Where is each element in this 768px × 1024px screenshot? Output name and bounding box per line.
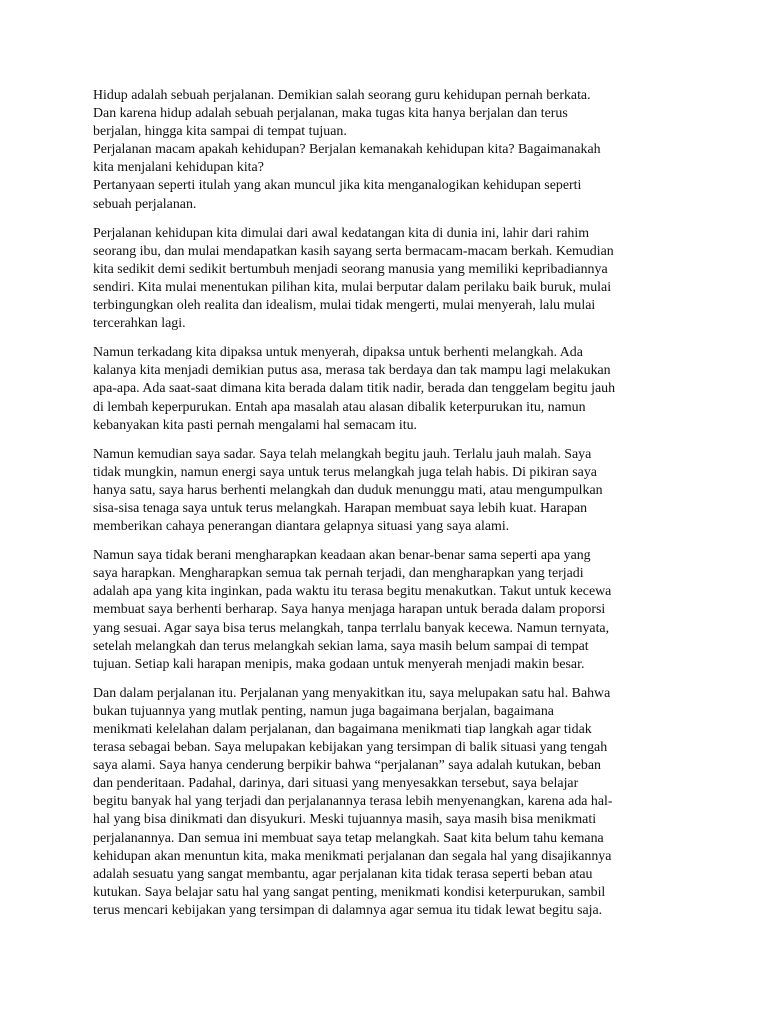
text-line: kita menjalani kehidupan kita? xyxy=(93,160,264,176)
text-line: dan penderitaan. Padahal, darinya, dari situasi yang menyesakkan tersebut, saya belajar xyxy=(93,776,579,792)
text-line: Namun saya tidak berani mengharapkan keadaan akan benar-benar sama seperti apa yang xyxy=(93,548,591,564)
text-line: Namun kemudian saya sadar. Saya telah melangkah begitu jauh. Terlalu jauh malah. Saya xyxy=(93,446,592,462)
text-line: menikmati kelelahan dalam perjalanan, dan bagaimana menikmati tiap langkah agar tidak xyxy=(93,722,592,737)
text-line: yang sesuai. Agar saya bisa terus melangkah, tanpa terrlalu banyak kecewa. Namun ternyata, xyxy=(93,620,610,636)
text-line: hanya satu, saya harus berhenti melangkah dan duduk menunggu mati, atau mengumpulkan xyxy=(93,482,603,498)
text-line: kebanyakan kita pasti pernah mengalami hal semacam itu. xyxy=(93,417,417,433)
text-line: kehidupan akan menuntun kita, maka menikmati perjalanan dan segala hal yang disajikannya xyxy=(93,848,612,864)
text-line: bukan tujuannya yang mutlak penting, namun juga bagaimana berjalan, bagaimana xyxy=(93,703,554,719)
text-line: saya alami. Saya hanya cenderung berpikir bahwa “perjalanan” saya adalah kutukan, beban xyxy=(93,758,601,774)
paragraph xyxy=(93,446,676,536)
text-line: seorang ibu, dan mulai mendapatkan kasih sayang serta bermacam-macam berkah. Kemudian xyxy=(93,243,614,259)
text-line: Pertanyaan seperti itulah yang akan muncul jika kita menganalogikan kehidupan seperti xyxy=(93,178,582,194)
text-line: sendiri. Kita mulai menentukan pilihan kita, mulai berputar dalam perilaku baik buruk, mulai xyxy=(93,279,612,295)
paragraph xyxy=(93,547,676,674)
paragraph xyxy=(93,87,676,214)
text-line: terasa sebagai beban. Saya melupakan kebijakan yang tersimpan di balik situasi yang tengah xyxy=(93,740,608,756)
text-line: tujuan. Setiap kali harapan menipis, maka godaan untuk menyerah menjadi makin besar. xyxy=(93,656,585,672)
text-line: Hidup adalah sebuah perjalanan. Demikian salah seorang guru kehidupan pernah berkata. xyxy=(93,88,591,103)
text-line: perjalanannya. Dan semua ini membuat saya tetap melangkah. Saat kita belum tahu kemana xyxy=(93,830,604,846)
text-line: membuat saya berhenti berharap. Saya hanya menjaga harapan untuk berada dalam proporsi xyxy=(93,602,606,618)
text-line: begitu banyak hal yang terjadi dan perjalanannya terasa lebih menyenangkan, karena ada hal- xyxy=(93,794,613,810)
text-line: Namun terkadang kita dipaksa untuk menyerah, dipaksa untuk berhenti melangkah. Ada xyxy=(93,345,583,361)
text-line: kalanya kita menjadi demikian putus asa, merasa tak berdaya dan tak mampu lagi melakukan xyxy=(93,363,611,379)
text-line: sebuah perjalanan. xyxy=(93,196,197,212)
text-line: berjalan, hingga kita sampai di tempat tujuan. xyxy=(93,124,347,140)
text-line: hal yang bisa dinikmati dan disyukuri. Meski tujuannya masih, saya masih bisa menikmati xyxy=(93,812,597,828)
text-line: apa-apa. Ada saat-saat dimana kita berada dalam titik nadir, berada dan tenggelam begitu jauh xyxy=(93,381,616,397)
text-line: terbingungkan oleh realita dan idealism, mulai tidak mengerti, mulai menyerah, lalu mulai xyxy=(93,298,596,314)
text-line: memberikan cahaya penerangan diantara gelapnya situasi yang saya alami. xyxy=(93,519,510,535)
text-line: Dan dalam perjalanan itu. Perjalanan yang menyakitkan itu, saya melupakan satu hal. Bahwa xyxy=(93,685,611,701)
text-line: saya harapkan. Mengharapkan semua tak pernah terjadi, dan mengharapkan yang terjadi xyxy=(93,566,584,582)
paragraph xyxy=(93,344,676,434)
text-line: tercerahkan lagi. xyxy=(93,316,186,332)
text-line: di lembah keperpurukan. Entah apa masalah atau alasan dibalik keterpurukan itu, namun xyxy=(93,399,586,415)
text-line: Dan karena hidup adalah sebuah perjalanan, maka tugas kita hanya berjalan dan terus xyxy=(93,106,568,122)
text-line: adalah apa yang kita inginkan, pada waktu itu terasa begitu menakutkan. Takut untuk kecewa xyxy=(93,584,612,600)
paragraph xyxy=(93,685,676,920)
document-page xyxy=(93,87,676,931)
text-line: sisa-sisa tenaga saya untuk terus melangkah. Harapan membuat saya lebih kuat. Harapan xyxy=(93,500,588,516)
text-line: Perjalanan kehidupan kita dimulai dari awal kedatangan kita di dunia ini, lahir dari rahim xyxy=(93,225,590,241)
text-line: Perjalanan macam apakah kehidupan? Berjalan kemanakah kehidupan kita? Bagaimanakah xyxy=(93,142,601,158)
text-line: tidak mungkin, namun energi saya untuk terus melangkah juga telah habis. Di pikiran saya xyxy=(93,464,597,480)
text-line: adalah sesuatu yang sangat membantu, agar perjalanan kita tidak terasa seperti beban atau xyxy=(93,866,593,882)
text-line: setelah melangkah dan terus melangkah sekian lama, saya masih belum sampai di tempat xyxy=(93,638,589,654)
paragraph xyxy=(93,225,676,334)
text-line: terus mencari kebijakan yang tersimpan di dalamnya agar semua itu tidak lewat begitu saja. xyxy=(93,902,603,918)
text-line: kita sedikit demi sedikit bertumbuh menjadi seorang manusia yang memiliki kepribadiannya xyxy=(93,261,608,277)
text-line: kutukan. Saya belajar satu hal yang sangat penting, menikmati kondisi keterpurukan, sambil xyxy=(93,884,606,900)
